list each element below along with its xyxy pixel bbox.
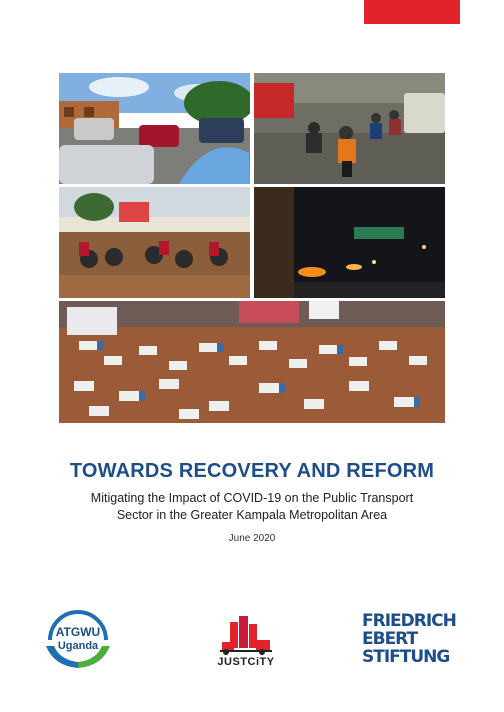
atgwu-country: Uganda	[57, 640, 99, 652]
report-subtitle	[60, 490, 444, 524]
fes-line-2: EBERT	[362, 629, 418, 649]
photo-boda-stage	[59, 187, 250, 298]
report-title: TOWARDS RECOVERY AND REFORM	[69, 460, 435, 482]
city-buildings-icon	[212, 612, 280, 656]
fes-line-1: FRIEDRICH	[362, 611, 456, 631]
atgwu-name: ATGWU	[55, 625, 101, 639]
photo-motorbikes-road	[254, 73, 445, 184]
justcity-logo	[212, 612, 280, 670]
atgwu-logo	[44, 606, 112, 672]
photo-taxi-park	[59, 301, 445, 423]
report-date: June 2020	[228, 533, 276, 544]
justcity-wordmark: JUSTCiTY	[217, 656, 275, 668]
photo-night-traffic	[254, 187, 445, 298]
subtitle-line-1: Mitigating the Impact of COVID-19 on the Public Transport	[90, 491, 414, 505]
accent-bar	[364, 0, 460, 24]
subtitle-line-2: Sector in the Greater Kampala Metropolitan Area	[116, 508, 388, 522]
photo-street-cars	[59, 73, 250, 184]
fes-line-3: STIFTUNG	[362, 647, 450, 667]
fes-logo	[362, 612, 466, 670]
